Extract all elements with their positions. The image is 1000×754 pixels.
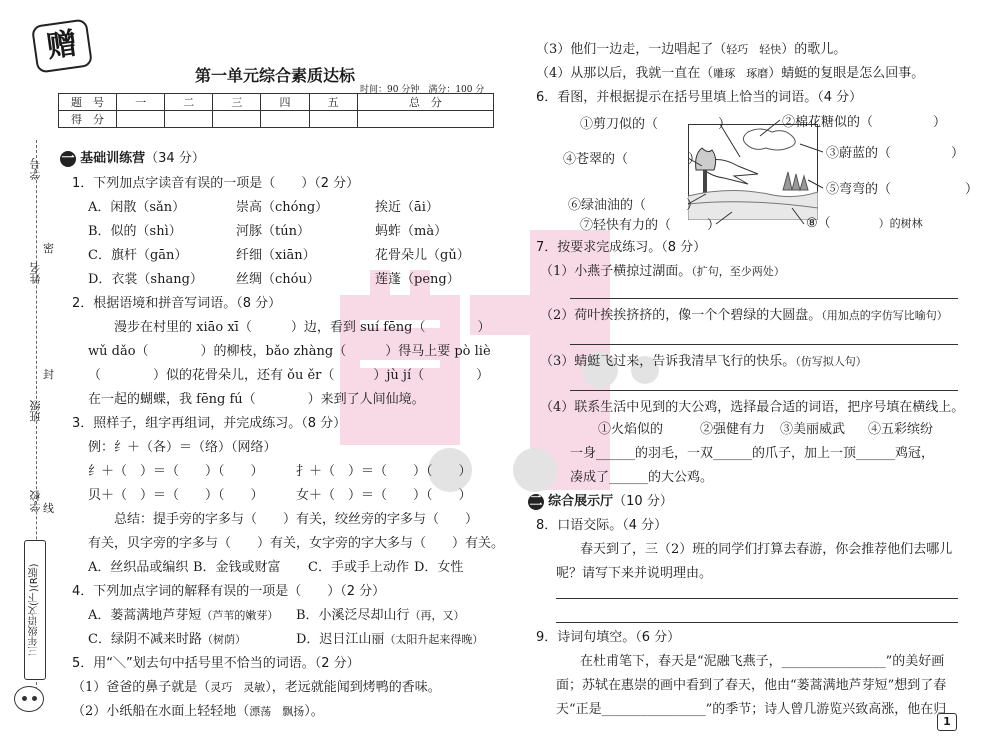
q6-item3 (826, 146, 964, 162)
q9-text-2: 面；苏轼在惠崇的画中看到了春天，他由“蒌蒿满地芦芽短”想到了春 (556, 678, 947, 693)
feng-label: 封 (43, 368, 54, 381)
q7-p1-note: （扩句，至少两处） (691, 265, 785, 278)
q6-i2-text: ②棉花糖似的（ (782, 115, 874, 130)
score-header: 四 (261, 94, 309, 111)
q4-d-note: （太阳升起来得晚） (384, 633, 484, 646)
q1-a3: 挨近（āi） (375, 200, 439, 215)
xian-label: 线 (43, 502, 54, 515)
q6-i6-close: ） (686, 198, 700, 213)
banji-label: 班级 (29, 400, 42, 422)
q2-line2: wǔ dǎo（ ）的柳枝，bǎo zhàng（ ）得马上要 pò liè (88, 344, 491, 359)
q6-i7-close: ） (707, 218, 721, 233)
q7-p2 (540, 308, 948, 324)
score-cell[interactable] (261, 111, 309, 128)
q1-a1: A．闲散（sǎn） (88, 200, 186, 215)
q7-choice-4: ④五彩缤纷 (868, 422, 934, 437)
q4-b-text: B．小溪泛尽却山行 (296, 608, 410, 623)
q5-l3-words: 轻巧 轻快 (726, 43, 782, 56)
q3-summary1: 总结：提手旁的字多与（ ）有关，绞丝旁的字多与（ ） (114, 512, 479, 527)
q7-stem: 7．按要求完成练习。（8 分） (536, 240, 707, 255)
q4-a-text: A．蒌蒿满地芦芽短 (88, 608, 202, 623)
score-cell[interactable] (357, 111, 493, 128)
q6-item6 (568, 198, 699, 214)
book-label: 三年级语文(下)(R版) (29, 563, 40, 657)
q5-l1-post: ），老远就能闻到烤鸭的香味。 (265, 680, 441, 695)
q6-item7 (580, 218, 720, 234)
q4-opt-b (296, 608, 465, 624)
section-marker: 二 (529, 494, 543, 509)
q4-a-note: （芦苇的嫩芽） (201, 609, 279, 622)
q7-p2-note: （用加点的字仿写比喻句） (821, 309, 948, 322)
score-table (58, 93, 494, 128)
q1-d1: D．衣裳（shang） (88, 272, 203, 287)
binding-strip (0, 0, 60, 754)
score-cell[interactable] (213, 111, 261, 128)
q3-stem: 3．照样子，组字再组词，并完成练习。（8 分） (72, 416, 347, 431)
q4-c-text: C．绿阴不减来时路 (88, 632, 202, 647)
q7-p3 (540, 354, 867, 370)
q4-b-note: （再，又） (409, 609, 465, 622)
score-cell[interactable] (165, 111, 213, 128)
q5-l3-pre: （3）他们一边走，一边唱起了（ (536, 42, 727, 57)
q5-l2-words: 漂荡 飘扬 (249, 705, 305, 718)
score-header: 题 号 (59, 94, 117, 111)
q5-line2 (72, 704, 324, 720)
q8-text-1: 春天到了，三（2）班的同学们打算去春游，你会推荐他们去哪儿 (580, 542, 953, 557)
q5-l1-pre: （1）爸爸的鼻子就是（ (72, 680, 211, 695)
section-header-2 (528, 494, 673, 510)
q9-text-3: 天“正是________________”的季节；诗人曾几游览兴致高涨，他在归 (556, 702, 947, 717)
q3-row1b: 扌＋（ ）＝（ ）（ ） (296, 464, 472, 479)
q9-stem: 9．诗词句填空。（6 分） (536, 630, 681, 645)
q7-p1-text: （1）小燕子横掠过湖面。 (540, 264, 692, 279)
q1-a2: 崇高（chóng） (236, 200, 329, 215)
q6-i4-close: ） (688, 152, 702, 167)
score-header: 三 (213, 94, 261, 111)
q3-row2b: 女＋（ ）＝（ ）（ ） (296, 488, 472, 503)
q3-opt-d: D．女性 (414, 560, 464, 575)
q6-i8-tail: ）的树林 (878, 217, 923, 230)
q6-i7-text: ⑦轻快有力的（ (580, 218, 672, 233)
mi-label: 密 (43, 242, 54, 255)
q3-row1a: 纟＋（ ）＝（ ）（ ） (88, 464, 264, 479)
q5-l3-post: ）的歌儿。 (781, 42, 847, 57)
xuehao-label: 学号 (29, 158, 42, 180)
q6-i1-text: ①剪刀似的（ (580, 117, 659, 132)
answer-line[interactable] (556, 622, 958, 623)
q8-stem: 8．口语交际。（4 分） (536, 518, 668, 533)
score-header: 总 分 (357, 94, 493, 111)
q5-l4-pre: （4）从那以后，我就一直在（ (536, 66, 714, 81)
q2-line3: （ ）似的花骨朵儿，还有 ǒu ěr（ ）jù jí（ ） (88, 368, 490, 383)
section-points: （10 分） (613, 494, 673, 509)
q7-choice-2: ②强健有力 (700, 422, 766, 437)
q2-line1: 漫步在村里的 xiāo xī（ ）边，看到 suí fēng（ ） (114, 320, 491, 335)
section-points: （34 分） (145, 151, 205, 166)
q5-stem: 5．用“＼”划去句中括号里不恰当的词语。（2 分） (72, 656, 360, 671)
score-cell[interactable] (117, 111, 165, 128)
xingming-label: 姓名 (29, 262, 42, 284)
q6-i5-close: ） (965, 182, 979, 197)
q3-opt-a: A．丝织品或编织 (88, 560, 189, 575)
q6-i5-text: ⑤弯弯的（ (826, 182, 892, 197)
q4-c-note: （树荫） (201, 633, 246, 646)
q6-i1-close: ） (718, 117, 732, 132)
q1-d2: 丝绸（chóu） (236, 272, 320, 287)
q6-stem: 6．看图，并根据提示在括号里填上恰当的词语。（4 分） (536, 90, 863, 105)
q4-d-text: D．迟日江山丽 (296, 632, 385, 647)
gift-badge-text: 赠 (44, 26, 80, 65)
xuexiao-label: 学校 (29, 490, 42, 512)
page-title: 第一单元综合素质达标 (194, 66, 355, 85)
q6-i4-text: ④苍翠的（ (563, 152, 629, 167)
book-tag (24, 540, 46, 680)
gift-badge (31, 18, 93, 73)
q6-i3-text: ③蔚蓝的（ (826, 146, 892, 161)
q6-item8 (806, 216, 923, 232)
q5-l4-words: 雕琢 琢磨 (713, 67, 769, 80)
section-marker: 一 (61, 151, 75, 166)
q1-stem: 1．下列加点字读音有误的一项是（ ）（2 分） (72, 176, 360, 191)
q1-c2: 纤细（xiān） (236, 248, 316, 263)
q2-stem: 2．根据语境和拼音写词语。（8 分） (72, 296, 282, 311)
answer-line[interactable] (556, 598, 958, 599)
q5-l4-post: ）蜻蜓的复眼是怎么回事。 (768, 66, 925, 81)
q8-text-2: 呢？请写下来并说明理由。 (556, 566, 713, 581)
q1-c3: 花骨朵儿（gǔ） (375, 248, 470, 263)
q7-p1 (540, 264, 785, 280)
score-header: 一 (117, 94, 165, 111)
q3-example: 例：纟＋（各）＝（络）（网络） (88, 440, 277, 455)
q9-text-1: 在杜甫笔下，春天是“泥融飞燕子，________________”的美好画 (580, 654, 945, 669)
q6-item2 (782, 115, 946, 131)
q6-item1 (580, 117, 731, 133)
q6-i3-close: ） (951, 146, 965, 161)
q3-row2a: 贝＋（ ）＝（ ）（ ） (88, 488, 264, 503)
mascot-icon (14, 686, 44, 712)
answer-line[interactable] (570, 298, 958, 299)
section-header-1 (60, 151, 205, 167)
q7-p4: （4）联系生活中见到的大公鸡，选择最合适的词语，把序号填在横线上。 (540, 400, 965, 415)
q4-stem: 4．下列加点字词的解释有误的一项是（ ）（2 分） (72, 584, 386, 599)
q7-p3-note: （仿写拟人句） (795, 355, 867, 368)
q5-line4 (536, 66, 924, 82)
q5-l2-pre: （2）小纸船在水面上轻轻地（ (72, 704, 250, 719)
q3-opt-c: C．手或手上动作 (308, 560, 409, 575)
answer-line[interactable] (570, 344, 958, 345)
q7-p3-text: （3）蜻蜓飞过来，告诉我清早飞行的快乐。 (540, 354, 796, 369)
q3-opt-b: B．金钱或财富 (193, 560, 281, 575)
q7-fill-2: 凑成了______的大公鸡。 (570, 470, 714, 485)
q5-l1-words: 灵巧 灵敏 (210, 681, 266, 694)
q4-opt-d (296, 632, 483, 648)
q7-choice-1: ①火焰似的 (598, 422, 664, 437)
q6-i6-text: ⑥绿油油的（ (568, 198, 647, 213)
score-cell[interactable] (309, 111, 357, 128)
q5-line3 (536, 42, 846, 58)
score-header: 二 (165, 94, 213, 111)
score-header: 五 (309, 94, 357, 111)
q7-p2-text: （2）荷叶挨挨挤挤的，像一个个碧绿的大圆盘。 (540, 308, 822, 323)
q1-d3: 莲蓬（peng） (375, 272, 460, 287)
q3-summary2: 有关，贝字旁的字多与（ ）有关，女字旁的字大多与（ ）有关。 (88, 536, 505, 551)
q4-opt-a (88, 608, 278, 624)
q4-opt-c (88, 632, 246, 648)
q5-l2-post: ）。 (304, 704, 324, 719)
answer-line[interactable] (570, 390, 958, 391)
q2-line4: 在一起的蝴蝶，我 fēng fú（ ）来到了人间仙境。 (88, 392, 425, 407)
score-row-label: 得 分 (59, 111, 117, 128)
q6-i2-close: ） (933, 115, 947, 130)
q6-item5 (826, 182, 978, 198)
time-score-info: 时间：90 分钟 满分：100 分 (360, 85, 485, 95)
page-number: 1 (937, 713, 957, 731)
q6-i8-text: ⑧（ (806, 216, 831, 231)
q1-b1: B．似的（shì） (88, 224, 182, 239)
q1-b3: 蚂蚱（mà） (375, 224, 448, 239)
q1-b2: 河豚（tún） (236, 224, 310, 239)
q1-c1: C．旗杆（gān） (88, 248, 188, 263)
section-title: 基础训练营 (80, 151, 146, 166)
section-title: 综合展示厅 (548, 494, 614, 509)
q5-line1 (72, 680, 441, 696)
q7-fill-1: 一身______的羽毛，一双______的爪子，加上一顶______鸡冠， (570, 446, 935, 461)
q7-choice-3: ③美丽威武 (780, 422, 846, 437)
q6-item4 (563, 152, 701, 168)
